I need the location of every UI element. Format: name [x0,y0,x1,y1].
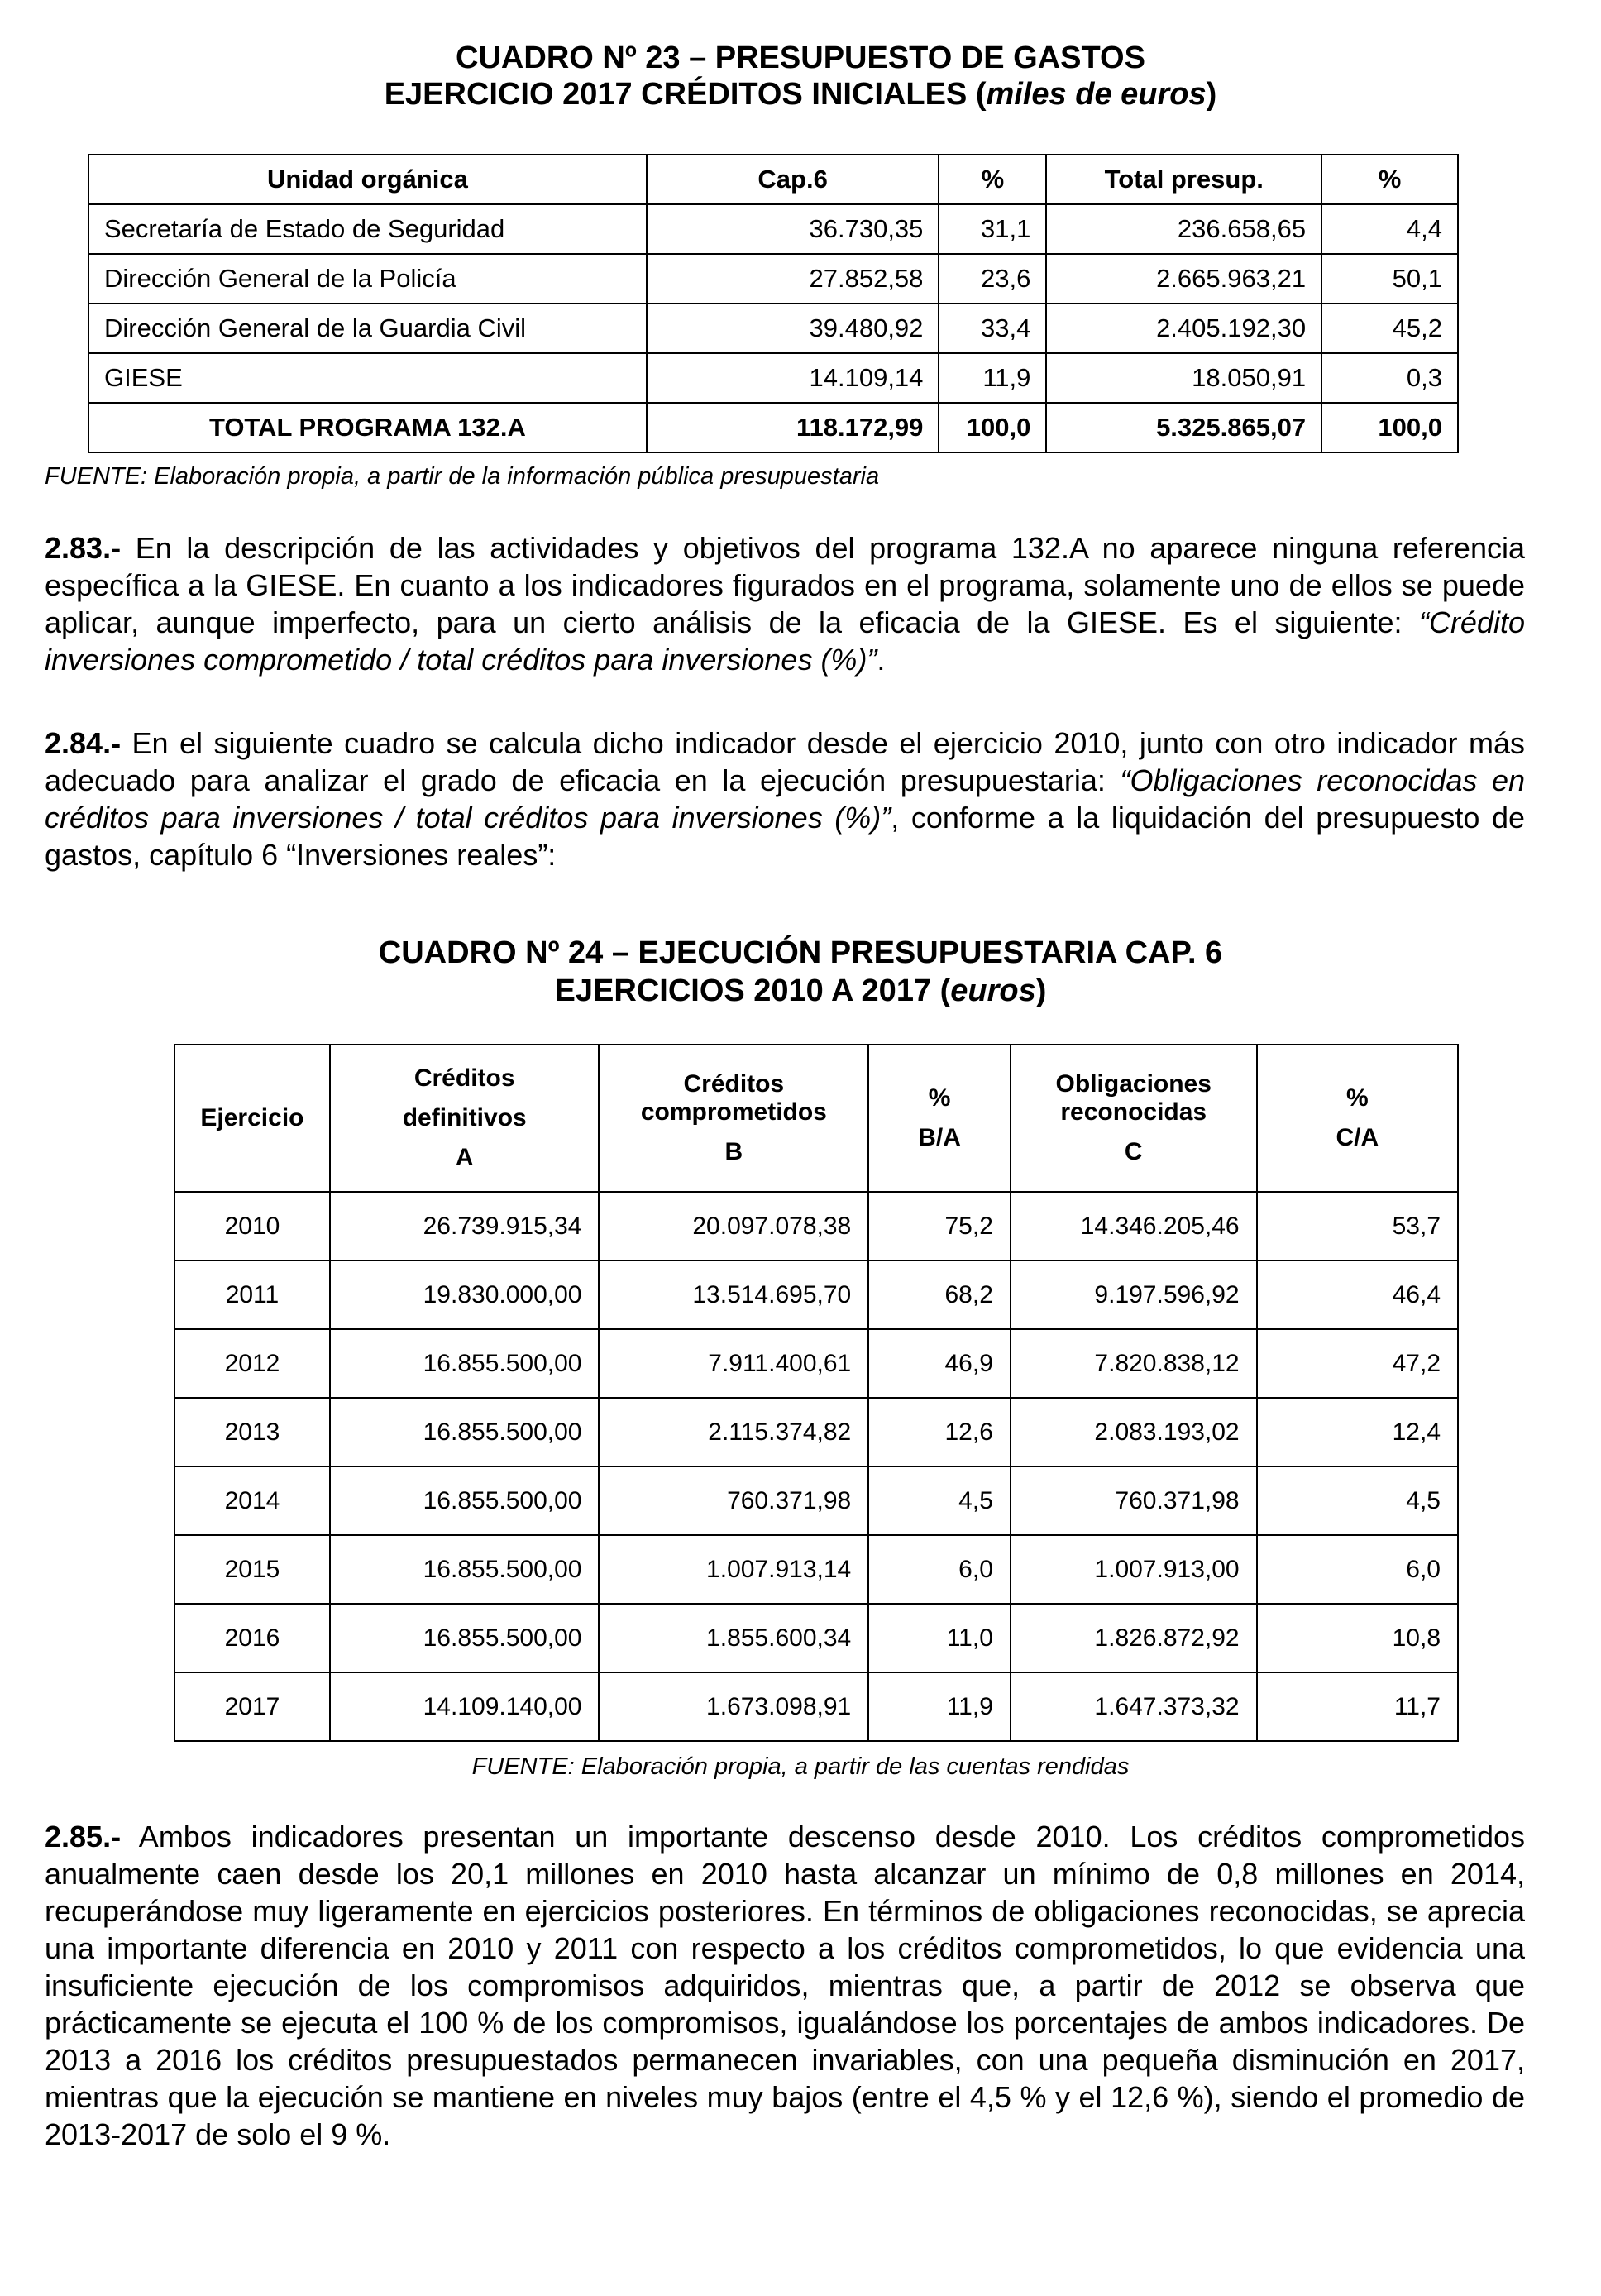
table-row [174,1466,1458,1535]
header-ejercicio: Ejercicio [174,1045,330,1192]
cell-cap6: 27.852,58 [647,254,939,304]
cell-creditos-comprometidos: 20.097.078,38 [599,1192,868,1260]
cell-obligaciones: 14.346.205,46 [1011,1192,1257,1260]
header-pct: % [939,155,1046,204]
cell-obligaciones: 1.826.872,92 [1011,1604,1257,1672]
cuadro23-title-line1: CUADRO Nº 23 – PRESUPUESTO DE GASTOS [456,41,1145,75]
cell-obligaciones: 9.197.596,92 [1011,1260,1257,1329]
cell-ejercicio: 2010 [174,1192,330,1260]
header-pct-total: % [1321,155,1458,204]
cell-pct-ba: 46,9 [868,1329,1011,1398]
table-row [88,353,1458,403]
cell-pct-ca: 6,0 [1257,1535,1458,1604]
cell-creditos-definitivos: 16.855.500,00 [330,1604,600,1672]
header-cap6: Cap.6 [647,155,939,204]
cell-pct: 11,9 [939,353,1046,403]
cell-pct-ca: 11,7 [1257,1672,1458,1741]
paragraph-number: 2.84.- [45,726,122,760]
paragraph-2-84: 2.84.- En el siguiente cuadro se calcula dicho indicador desde el ejercicio 2010, junto con otro indicador más adecuado para analizar el grado de eficacia en la ejecución presupuestaria: “Obligaciones reconocidas en créditos para inversiones / total créditos para inversiones (%)”, conforme a la liquidación del presupuesto de gastos, capítulo 6 “Inversiones reales”: [45,726,1526,872]
table-row [174,1535,1458,1604]
cell-creditos-comprometidos: 2.115.374,82 [599,1398,868,1466]
cell-pct-ba: 6,0 [868,1535,1011,1604]
table-row [174,1604,1458,1672]
cuadro23-table [88,154,1459,453]
cell-total-pct: 100,0 [939,403,1046,452]
cell-total: 2.665.963,21 [1046,254,1321,304]
cell-creditos-comprometidos: 1.007.913,14 [599,1535,868,1604]
table-row [174,1192,1458,1260]
cell-creditos-comprometidos: 13.514.695,70 [599,1260,868,1329]
cuadro23-source: FUENTE: Elaboración propia, a partir de la información pública presupuestaria [45,463,880,490]
cell-unidad: Dirección General de la Policía [88,254,647,304]
cell-cap6: 14.109,14 [647,353,939,403]
cell-ejercicio: 2013 [174,1398,330,1466]
cell-total-label: TOTAL PROGRAMA 132.A [88,403,647,452]
header-obligaciones-reconocidas: Obligaciones reconocidas C [1011,1045,1257,1192]
table-row [174,1672,1458,1741]
cuadro24-title-line2: EJERCICIOS 2010 A 2017 (euros) [554,973,1047,1008]
cell-pct-ba: 11,9 [868,1672,1011,1741]
cell-creditos-definitivos: 16.855.500,00 [330,1535,600,1604]
cuadro24-title-line1: CUADRO Nº 24 – EJECUCIÓN PRESUPUESTARIA CAP. 6 [378,935,1223,970]
cell-creditos-comprometidos: 1.673.098,91 [599,1672,868,1741]
cell-creditos-definitivos: 14.109.140,00 [330,1672,600,1741]
cell-total: 236.658,65 [1046,204,1321,254]
cell-cap6: 36.730,35 [647,204,939,254]
cell-total: 2.405.192,30 [1046,304,1321,353]
cell-unidad: GIESE [88,353,647,403]
cell-ejercicio: 2014 [174,1466,330,1535]
paragraph-2-85: 2.85.- Ambos indicadores presentan un importante descenso desde 2010. Los créditos comprometidos anualmente caen desde los 20,1 millones en 2010 hasta alcanzar un mínimo de 0,8 millones en 2014, recuperándose muy ligeramente en ejercicios posteriores. En términos de obligaciones reconocidas, se aprecia una importante diferencia en 2010 y 2011 con respecto a los créditos comprometidos, lo que evidencia una insuficiente ejecución de los compromisos adquiridos, mientras que, a partir de 2012 se observa que prácticamente se ejecuta el 100 % de los compromisos, igualándose los porcentajes de ambos indicadores. De 2013 a 2016 los créditos presupuestados permanecen invariables, con una pequeña disminución en 2017, mientras que la ejecución se mantiene en niveles muy bajos (entre el 4,5 % y el 12,6 %), siendo el promedio de 2013-2017 de solo el 9 %. [45,1820,1525,2151]
cell-pct-ca: 46,4 [1257,1260,1458,1329]
cuadro24-table [174,1044,1459,1742]
cell-creditos-comprometidos: 7.911.400,61 [599,1329,868,1398]
header-creditos-definitivos: Créditos definitivos A [330,1045,600,1192]
cell-unidad: Dirección General de la Guardia Civil [88,304,647,353]
cell-total-presup: 5.325.865,07 [1046,403,1321,452]
header-pct-ca: % C/A [1257,1045,1458,1192]
cell-pct: 31,1 [939,204,1046,254]
cell-creditos-definitivos: 16.855.500,00 [330,1398,600,1466]
cell-pct-total: 50,1 [1321,254,1458,304]
paragraph-number: 2.85.- [45,1820,122,1854]
cuadro23-title-line2: EJERCICIO 2017 CRÉDITOS INICIALES (miles de euros) [384,77,1217,112]
cell-total-pct-total: 100,0 [1321,403,1458,452]
table-row [174,1398,1458,1466]
cell-pct-ba: 4,5 [868,1466,1011,1535]
cell-obligaciones: 1.007.913,00 [1011,1535,1257,1604]
cell-pct-ca: 47,2 [1257,1329,1458,1398]
table-row [88,254,1458,304]
table-row [174,1260,1458,1329]
cell-pct: 23,6 [939,254,1046,304]
table-header-row [88,155,1458,204]
total-row [88,403,1458,452]
cuadro24-source: FUENTE: Elaboración propia, a partir de las cuentas rendidas [471,1753,1130,1780]
table-row [88,204,1458,254]
cell-obligaciones: 1.647.373,32 [1011,1672,1257,1741]
header-unidad-organica: Unidad orgánica [88,155,647,204]
cell-obligaciones: 2.083.193,02 [1011,1398,1257,1466]
cell-ejercicio: 2017 [174,1672,330,1741]
cell-total: 18.050,91 [1046,353,1321,403]
cell-pct: 33,4 [939,304,1046,353]
cell-creditos-definitivos: 16.855.500,00 [330,1329,600,1398]
cell-pct-ca: 10,8 [1257,1604,1458,1672]
header-pct-ba: % B/A [868,1045,1011,1192]
cell-pct-total: 4,4 [1321,204,1458,254]
cell-creditos-comprometidos: 760.371,98 [599,1466,868,1535]
cell-pct-total: 45,2 [1321,304,1458,353]
header-total-presup: Total presup. [1046,155,1321,204]
cell-ejercicio: 2011 [174,1260,330,1329]
header-creditos-comprometidos: Créditos comprometidos B [599,1045,868,1192]
cell-cap6: 39.480,92 [647,304,939,353]
cell-pct-ca: 12,4 [1257,1398,1458,1466]
paragraph-2-83: 2.83.- En la descripción de las actividades y objetivos del programa 132.A no aparece ninguna referencia específica a la GIESE. En cuanto a los indicadores figurados en el programa, solamente uno de ellos se puede aplicar, aunque imperfecto, para un cierto análisis de la eficacia de la GIESE. Es el siguiente: “Crédito inversiones comprometido / total créditos para inversiones (%)”. [45,531,1525,677]
cell-pct-ca: 4,5 [1257,1466,1458,1535]
cell-pct-ca: 53,7 [1257,1192,1458,1260]
cell-creditos-definitivos: 19.830.000,00 [330,1260,600,1329]
paragraph-number: 2.83.- [45,531,122,565]
table-row [174,1329,1458,1398]
cell-pct-ba: 11,0 [868,1604,1011,1672]
cell-total-cap6: 118.172,99 [647,403,939,452]
cell-creditos-definitivos: 16.855.500,00 [330,1466,600,1535]
cell-creditos-definitivos: 26.739.915,34 [330,1192,600,1260]
cell-obligaciones: 7.820.838,12 [1011,1329,1257,1398]
cell-obligaciones: 760.371,98 [1011,1466,1257,1535]
cell-pct-ba: 75,2 [868,1192,1011,1260]
cell-ejercicio: 2012 [174,1329,330,1398]
cell-creditos-comprometidos: 1.855.600,34 [599,1604,868,1672]
cell-pct-ba: 12,6 [868,1398,1011,1466]
cell-unidad: Secretaría de Estado de Seguridad [88,204,647,254]
cell-pct-ba: 68,2 [868,1260,1011,1329]
table-header-row [174,1045,1458,1192]
cell-ejercicio: 2015 [174,1535,330,1604]
table-row [88,304,1458,353]
cell-pct-total: 0,3 [1321,353,1458,403]
cell-ejercicio: 2016 [174,1604,330,1672]
